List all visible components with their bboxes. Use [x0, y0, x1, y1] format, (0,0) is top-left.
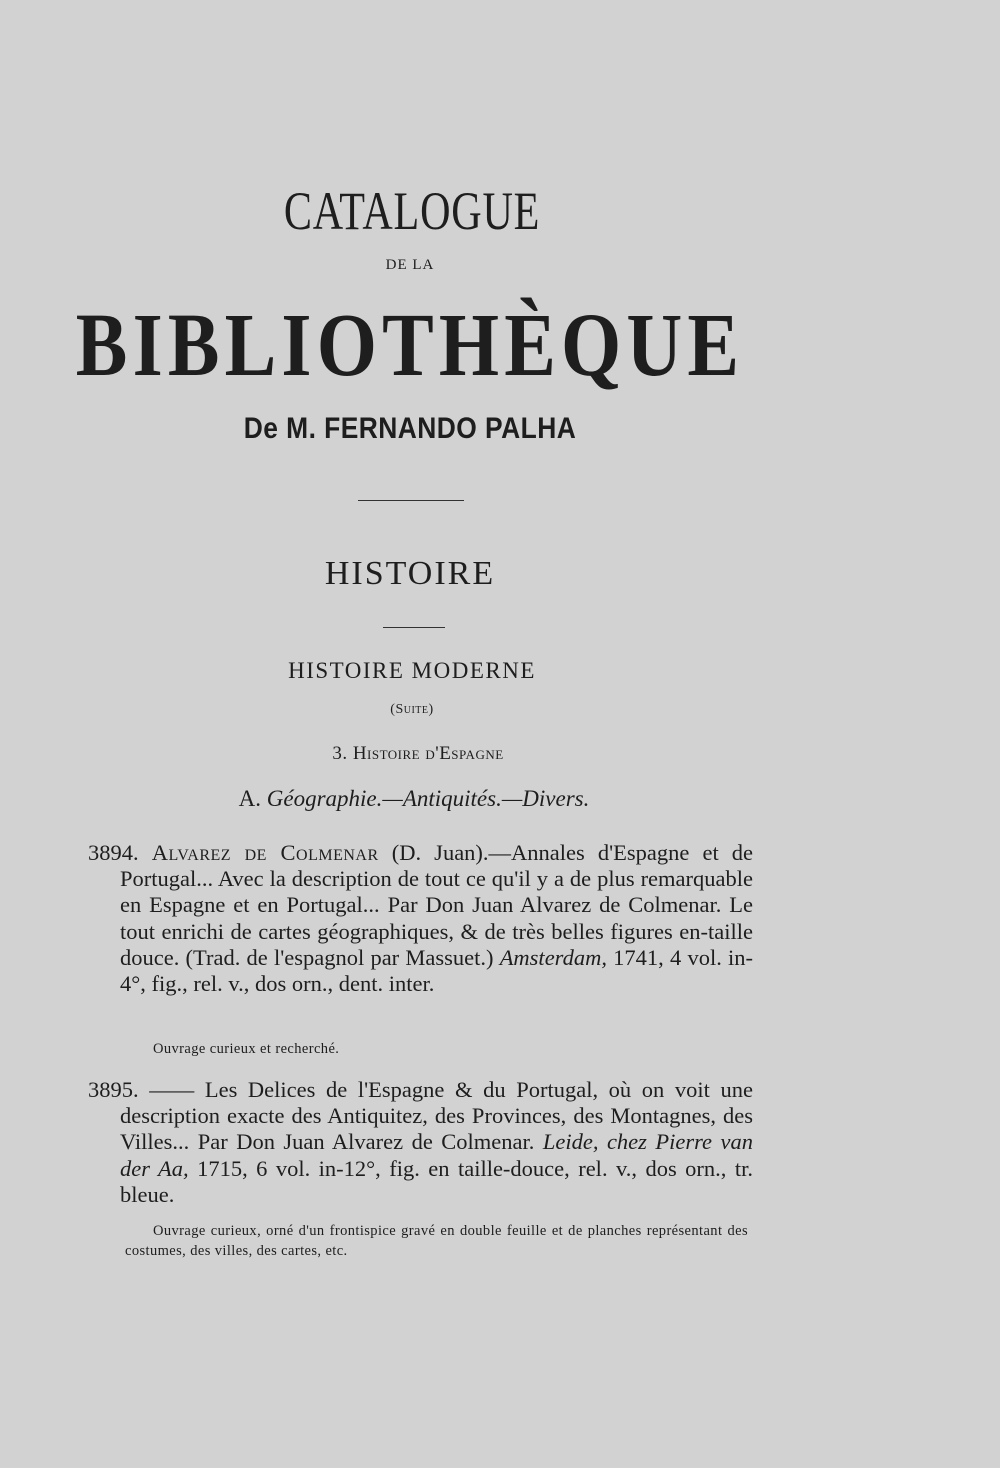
- entry-text: Les Delices de l'Espagne & du Portugal, où on voit une description exacte des Antiquitez, des Provinces, des Montagnes, des Villes... Par Don Juan Alvarez de Colmenar.: [120, 1077, 753, 1155]
- entry-text-end: 1741, 4 vol. in-4°, fig., rel. v., dos orn., dent. inter.: [120, 944, 754, 997]
- chapter-heading: 3. Histoire d'Espagne: [332, 743, 504, 764]
- entry-note: Ouvrage curieux et recherché.: [153, 1041, 340, 1057]
- entry-dash: ——: [149, 1077, 195, 1102]
- owner-line: De M. FERNANDO PALHA: [243, 412, 577, 445]
- divider-rule: [383, 627, 445, 628]
- catalogue-entry: [88, 1077, 753, 1208]
- de-la-label: DE LA: [385, 257, 435, 273]
- suite-label: (Suite): [390, 702, 434, 717]
- entry-note: Ouvrage curieux, orné d'un frontispice gravé en double feuille et de planches représentant des costumes, des villes, des cartes, etc.: [125, 1223, 748, 1259]
- entry-place: Leide, chez Pierre van der Aa,: [120, 1129, 753, 1181]
- entry-number: 3895.: [88, 1077, 139, 1102]
- catalogue-entry: [88, 840, 753, 997]
- divider-rule: [358, 500, 464, 501]
- entry-author: Alvarez de Colmenar: [151, 840, 379, 865]
- section-title: HISTOIRE: [324, 555, 496, 592]
- section-subtitle: HISTOIRE MODERNE: [288, 658, 536, 683]
- entry-place: Amsterdam,: [499, 944, 607, 970]
- subsection-letter: A.: [238, 786, 261, 811]
- bibliotheque-title: BIBLIOTHÈQUE: [75, 296, 745, 395]
- subsection-heading: [0, 786, 914, 812]
- entry-number: 3894.: [88, 840, 139, 865]
- subsection-title: Géographie.—Antiquités.—Divers.: [266, 786, 590, 811]
- entry-text-end: 1715, 6 vol. in-12°, fig. en taille-douce, rel. v., dos orn., tr. bleue.: [120, 1155, 753, 1207]
- entry-text: (D. Juan).—Annales d'Espagne et de Portugal... Avec la description de tout ce qu'il y a de plus remarquable en Espagne et en Portugal... Par Don Juan Alvarez de Colmenar. Le tout enrichi de cartes géographiques, & de très belles figures en-taille douce. (Trad. de l'espagnol par Massuet.): [120, 840, 754, 970]
- catalogue-title: CATALOGUE: [283, 181, 541, 241]
